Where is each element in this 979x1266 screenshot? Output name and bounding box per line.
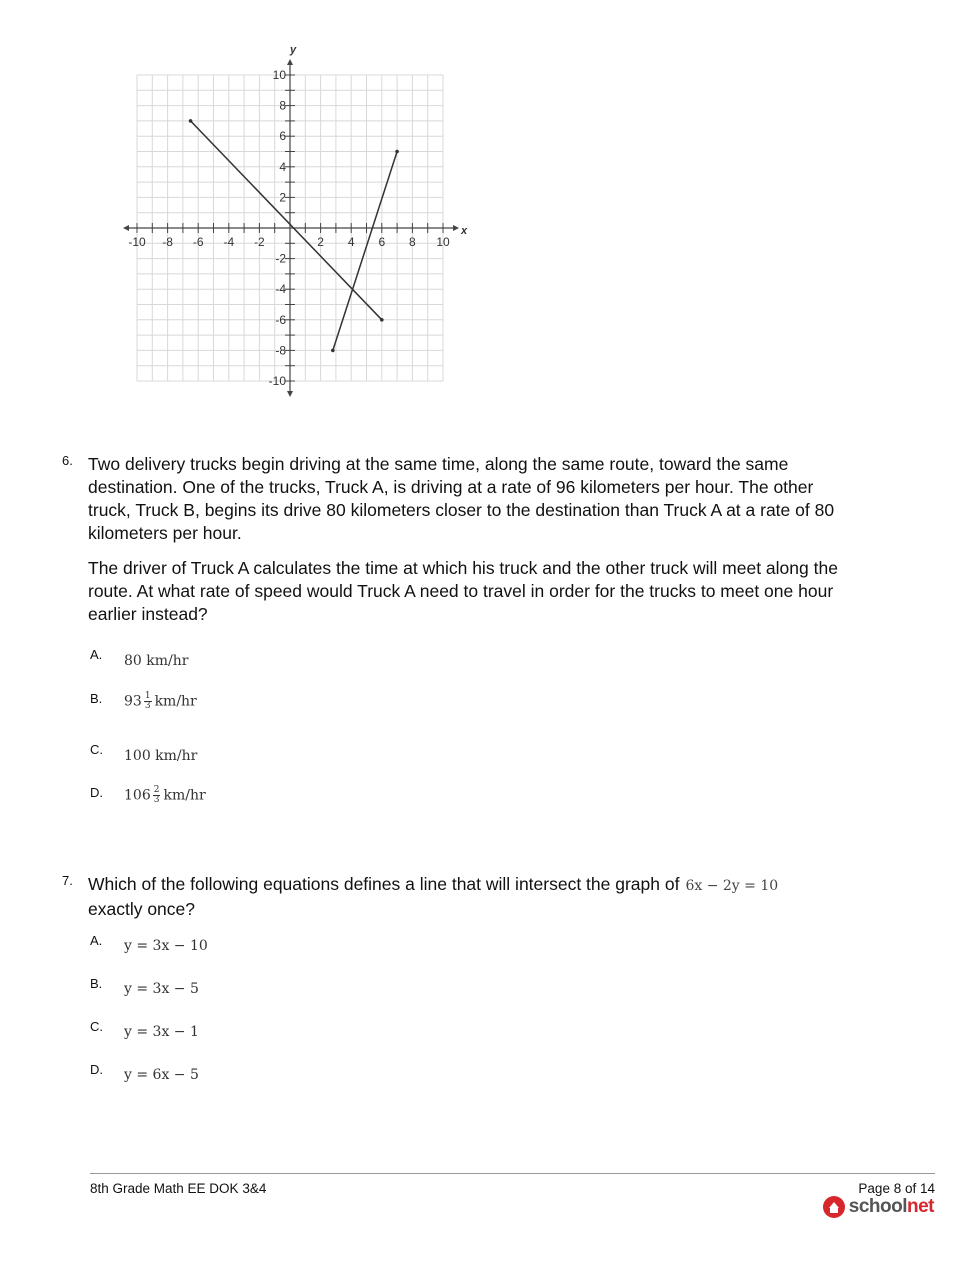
mixed-number-whole: 93 — [124, 693, 142, 710]
fraction-denominator: 3 — [153, 795, 160, 805]
axes — [123, 59, 459, 397]
y-tick-label: 6 — [279, 129, 286, 144]
footer-title: 8th Grade Math EE DOK 3&4 — [90, 1181, 267, 1196]
plotted-lines — [189, 119, 399, 352]
question-6 — [62, 453, 852, 638]
question-7 — [62, 873, 852, 921]
question-number: 6. — [62, 453, 73, 468]
line-1-endpoint — [189, 119, 193, 123]
option-letter: B. — [90, 691, 103, 706]
x-tick-label: -6 — [192, 235, 204, 249]
question-text — [88, 453, 852, 626]
y-tick-label: 4 — [279, 159, 286, 174]
option-letter: D. — [90, 1062, 103, 1077]
y-tick-label: -10 — [268, 374, 286, 388]
y-tick-label: 2 — [279, 190, 286, 205]
question-number: 7. — [62, 873, 73, 888]
x-tick-label: -2 — [254, 235, 265, 249]
x-tick-label: 10 — [436, 235, 450, 249]
logo-net: net — [907, 1196, 934, 1217]
page-number: Page 8 of 14 — [858, 1181, 935, 1196]
fraction — [144, 692, 152, 711]
y-axis-arrow-down — [287, 391, 293, 397]
given-equation: 6x − 2y = 10 — [685, 878, 779, 894]
question-sentence-end: exactly once? — [88, 899, 196, 919]
fraction — [153, 786, 161, 805]
option-d-value[interactable] — [124, 786, 206, 805]
logo-school: school — [848, 1196, 907, 1217]
y-tick-label: -4 — [275, 282, 286, 297]
option-a-value[interactable]: y = 3x − 10 — [124, 938, 208, 954]
y-axis-label: y — [290, 44, 297, 56]
option-letter: D. — [90, 785, 103, 800]
x-tick-label: -8 — [162, 235, 173, 249]
y-tick-label: -6 — [275, 312, 286, 327]
question-paragraph: Two delivery trucks begin driving at the same time, along the same route, toward the same destination. One of the trucks, Truck A, is driving at a rate of 96 kilometers per hour. The other truck, Truck B, begins its drive 80 kilometers closer to the destination than Truck A at a rate of 80 kilometers per hour. — [88, 454, 835, 543]
footer-divider — [90, 1173, 935, 1174]
y-tick-label: 10 — [272, 68, 286, 82]
option-letter: B. — [90, 976, 103, 991]
option-b-value[interactable]: y = 3x − 5 — [124, 981, 199, 997]
question-text — [88, 873, 852, 921]
option-c-value[interactable]: 100 km/hr — [124, 748, 198, 764]
schoolnet-logo — [823, 1196, 934, 1218]
line-2-endpoint — [331, 349, 335, 353]
x-axis-label: x — [461, 225, 468, 237]
option-b-value[interactable] — [124, 692, 197, 711]
option-d-value[interactable]: y = 6x − 5 — [124, 1067, 199, 1083]
house-icon — [823, 1196, 845, 1218]
option-letter: C. — [90, 742, 103, 757]
x-tick-label: 4 — [347, 235, 355, 249]
question-paragraph: The driver of Truck A calculates the time at which his truck and the other truck will meet along the route. At what rate of speed would Truck A need to travel in order for the trucks to meet one hour earlier instead? — [88, 558, 838, 624]
y-axis-arrow-up — [287, 59, 293, 65]
option-letter: A. — [90, 933, 103, 948]
x-tick-label: 6 — [378, 235, 386, 249]
y-tick-label: -2 — [275, 251, 286, 266]
x-tick-label: 2 — [317, 235, 324, 249]
coordinate-graph — [110, 40, 480, 405]
option-c-value[interactable]: y = 3x − 1 — [124, 1024, 199, 1040]
line-1-endpoint — [380, 318, 384, 322]
x-axis-arrow-left — [123, 225, 129, 231]
line-2-endpoint — [395, 150, 399, 154]
fraction-numerator: 2 — [153, 785, 160, 795]
option-a-value[interactable]: 80 km/hr — [124, 653, 189, 669]
x-tick-label: -4 — [223, 235, 235, 249]
y-tick-label: -8 — [275, 343, 286, 358]
fraction-denominator: 3 — [144, 701, 151, 711]
question-sentence: Which of the following equations defines a line that will intersect the graph of — [88, 874, 680, 894]
x-tick-label: 8 — [409, 235, 416, 249]
option-letter: C. — [90, 1019, 103, 1034]
x-tick-label: -10 — [128, 235, 146, 249]
x-axis-arrow-right — [453, 225, 459, 231]
unit: km/hr — [163, 787, 206, 804]
unit: km/hr — [154, 693, 197, 710]
mixed-number-whole: 106 — [124, 787, 151, 804]
fraction-numerator: 1 — [144, 691, 151, 701]
logo-text — [849, 1196, 934, 1218]
option-letter: A. — [90, 647, 103, 662]
line-2-segment — [333, 152, 397, 351]
y-tick-label: 8 — [279, 98, 286, 113]
